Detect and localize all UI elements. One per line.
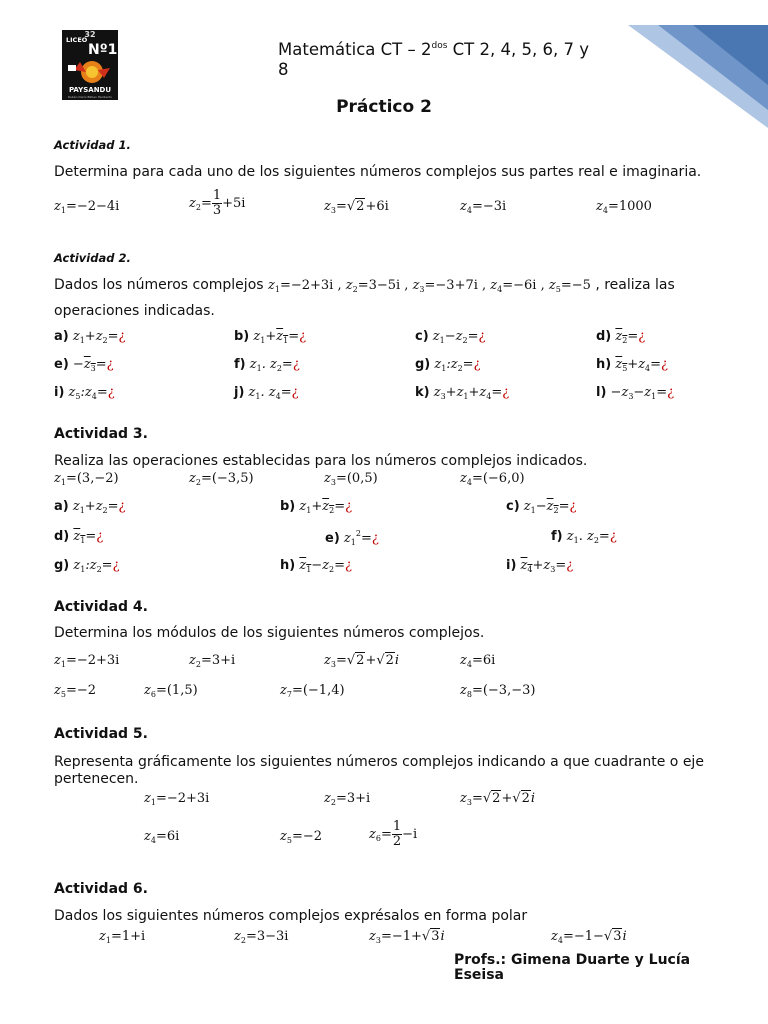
act5-z3: $z_3=√2+√2i$ [460,791,536,807]
svg-text:Rubén Darío Bilbao Heriberto: Rubén Darío Bilbao Heriberto [68,95,112,99]
act1-z1: $z_1=-2-4i$ [54,199,120,215]
act3-z4: $z_4=(-6,0)$ [460,471,525,487]
act2-item-b: b) $z_1+z_1=¿$ [234,329,307,345]
act3-item-h: h) $z_1-z_2=¿$ [280,558,353,574]
act2-item-j: j) $z_1$. $z_4=¿$ [234,385,299,401]
act3-item-g: g) $z_1:z_2=¿$ [54,558,120,574]
act6-z3: $z_3=-1+√3i$ [369,929,445,945]
act2-item-g: g) $z_1:z_2=¿$ [415,357,481,373]
act1-z4: $z_4=-3i$ [460,199,507,215]
act5-z6: $z_6=$ $\frac{1}{2}$ −i [369,819,418,849]
act1-title: Actividad 1. [54,138,131,152]
act3-z3: $z_3=(0,5)$ [324,471,378,487]
document-title: Práctico 2 [336,97,432,117]
act4-z1: $z_1=-2+3i$ [54,653,120,669]
act6-text: Dados los siguientes números complejos exprésalos en forma polar [54,908,528,924]
logo-digits: 32 [84,30,96,39]
act2-item-k: k) $z_3+z_1+z_4=¿$ [415,385,510,401]
act6-z4: $z_4=-1-√3i$ [551,929,627,945]
act4-z5: $z_5=-2$ [54,683,97,699]
act1-z2: $z_2=$ $\frac{1}{3}$ +5i [189,188,246,218]
act3-text: Realiza las operaciones establecidas para los números complejos indicados. [54,453,588,469]
act1-z4b: $z_4=1000$ [596,199,652,215]
act3-item-f: f) $z_1$. $z_2=¿$ [551,529,617,545]
act3-item-b: b) $z_1+z_2=¿$ [280,499,353,515]
act6-z2: $z_2=3-3i$ [234,929,289,945]
act2-text-line2: operaciones indicadas. [54,303,215,319]
svg-text:PAYSANDU: PAYSANDU [68,86,112,94]
act3-item-c: c) $z_1-z_2=¿$ [506,499,577,515]
act6-title: Actividad 6. [54,881,148,897]
act2-item-f: f) $z_1$. $z_2=¿$ [234,357,300,373]
act3-z1: $z_1=(3,-2)$ [54,471,119,487]
header-title: Matemática CT – $2^{dos}$ CT 2, 4, 5, 6, 7 y 8 [278,40,589,79]
act4-text: Determina los módulos de los siguientes números complejos. [54,625,485,641]
act2-title: Actividad 2. [54,251,131,265]
act4-z4: $z_4=6i$ [460,653,496,669]
svg-text:Nº1: Nº1 [88,42,118,58]
act1-z3: $z_3=√2+6i$ [324,199,389,215]
act2-item-c: c) $z_1-z_2=¿$ [415,329,486,345]
act5-z1: $z_1=-2+3i$ [144,791,210,807]
act3-item-d: d) $z_1=¿$ [54,529,104,545]
act4-z7: $z_7=(-1,4)$ [280,683,345,699]
act4-title: Actividad 4. [54,599,148,615]
act5-title: Actividad 5. [54,726,148,742]
act2-item-a: a) $z_1+z_2=¿$ [54,329,126,345]
act4-z2: $z_2=3+i$ [189,653,236,669]
act5-z4: $z_4=6i$ [144,829,180,845]
act4-z3: $z_3=√2+√2i$ [324,653,400,669]
act3-z2: $z_2=(-3,5)$ [189,471,254,487]
svg-text:LICEO: LICEO [66,36,88,44]
act5-z2: $z_2=3+i$ [324,791,371,807]
act2-item-h: h) $z_5+z_4=¿$ [596,357,669,373]
act2-item-l: $l) -z_3-z_1=¿$ [596,385,675,401]
act3-item-e: e) $z_1^2=¿$ [325,529,379,547]
act3-title: Actividad 3. [54,426,148,442]
act3-item-i: i) $z_4+z_3=¿$ [506,558,574,574]
act2-item-i: i) $z_5:z_4=¿$ [54,385,115,401]
teachers-credit: Profs.: Gimena Duarte y Lucía Eseisa [454,952,691,983]
act4-z6: $z_6=(1,5)$ [144,683,198,699]
act2-item-e: $e) -z_3=¿$ [54,357,114,373]
act5-z5: $z_5=-2$ [280,829,323,845]
act1-text: Determina para cada uno de los siguientes números complejos sus partes real e imaginaria. [54,164,702,180]
act5-text: Representa gráficamente los siguientes números complejos indicando a que cuadrante o eje pertenecen. [54,754,704,787]
act2-item-d: d) $z_2=¿$ [596,329,646,345]
act3-item-a: a) $z_1+z_2=¿$ [54,499,126,515]
school-logo [62,30,118,100]
act6-z1: $z_1=1+i$ [99,929,146,945]
act4-z8: $z_8=(-3,-3)$ [460,683,536,699]
act2-text: Dados los números complejos $z_1=-2+3i$ , $z_2=3-5i$ , $z_3=-3+7i$ , $z_4=-6i$ , $z_5=-5$ , realiza las [54,277,675,294]
